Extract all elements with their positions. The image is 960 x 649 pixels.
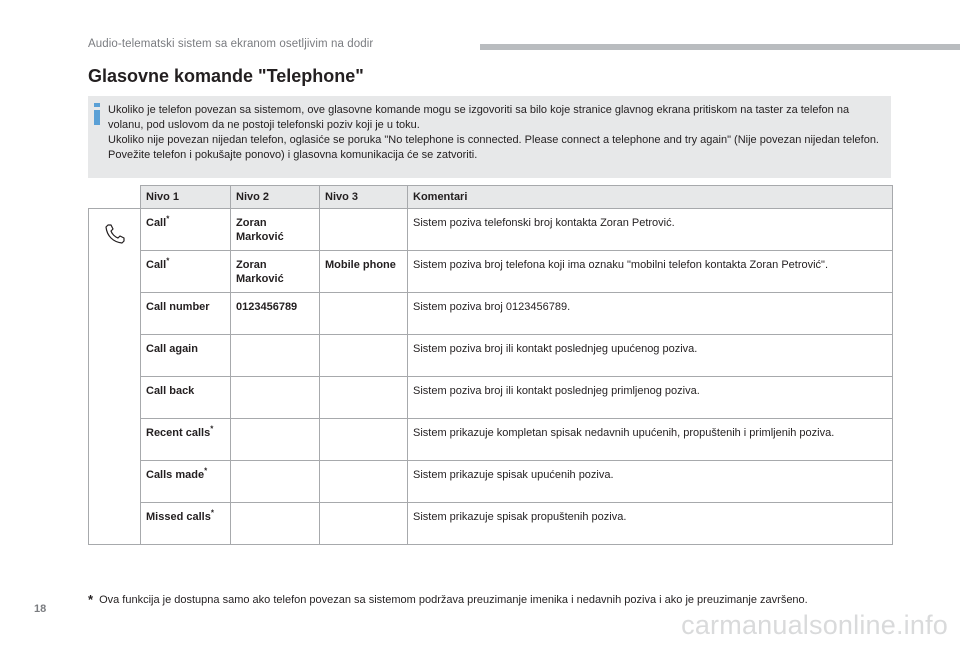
footnote-text: Ova funkcija je dostupna samo ako telefon povezan sa sistemom podržava preuzimanje imenika i nedavnih poziva i ako je preuzimanje završeno.: [99, 594, 808, 606]
footnote-marker: *: [88, 592, 94, 607]
cell-level-2: [231, 461, 320, 503]
cell-level-1: [141, 209, 231, 251]
phone-icon-cell: [89, 209, 141, 545]
header-level-2: Nivo 2: [231, 186, 320, 209]
footnote: [88, 592, 908, 607]
cell-level-3: [320, 293, 408, 335]
table-row: [89, 503, 893, 545]
footnote-star: *: [204, 466, 208, 476]
cell-level-3: [320, 377, 408, 419]
table-row: [89, 209, 893, 251]
voice-commands-table: [88, 185, 893, 545]
info-box: [88, 96, 891, 178]
cell-level-2: [231, 335, 320, 377]
cell-comment: [408, 377, 893, 419]
cell-level-2: [231, 293, 320, 335]
cell-comment-text: Sistem prikazuje spisak upućenih poziva.: [413, 469, 614, 481]
cell-level-3-text: Mobile phone: [325, 259, 396, 271]
cell-comment-text: Sistem poziva broj 0123456789.: [413, 301, 571, 313]
cell-comment: [408, 461, 893, 503]
cell-comment-text: Sistem poziva broj ili kontakt poslednjeg primljenog poziva.: [413, 385, 700, 397]
cell-comment-text: Sistem prikazuje kompletan spisak nedavnih upućenih, propuštenih i primljenih poziva.: [413, 427, 835, 439]
cell-level-3: [320, 251, 408, 293]
cell-level-1-text: Call number: [146, 301, 210, 313]
cell-comment: [408, 209, 893, 251]
cell-level-1-text: Calls made: [146, 469, 205, 481]
cell-level-2: [231, 377, 320, 419]
cell-level-2: [231, 419, 320, 461]
cell-level-1: [141, 293, 231, 335]
cell-comment: [408, 419, 893, 461]
header-comments: Komentari: [408, 186, 893, 209]
cell-comment-text: Sistem prikazuje spisak propuštenih poziva.: [413, 511, 627, 523]
footnote-star: *: [210, 508, 214, 518]
phone-handset-icon: [104, 236, 126, 248]
info-paragraph-1: Ukoliko je telefon povezan sa sistemom, ove glasovne komande mogu se izgovoriti sa bilo koje stranice glavnog ekrana pritiskom na taster za telefon na volanu, pod uslovom da ne postoji telefonski poziv koji je u toku.: [108, 104, 850, 131]
cell-comment: [408, 335, 893, 377]
footnote-star: *: [166, 256, 170, 266]
cell-level-1-text: Call again: [146, 343, 198, 355]
table-row: [89, 251, 893, 293]
cell-comment-text: Sistem poziva telefonski broj kontakta Zoran Petrović.: [413, 217, 675, 229]
cell-comment: [408, 251, 893, 293]
cell-level-1: [141, 377, 231, 419]
cell-level-2: [231, 209, 320, 251]
cell-level-1-text: Missed calls: [146, 511, 211, 523]
table-row: [89, 419, 893, 461]
footnote-star: *: [210, 424, 214, 434]
section-header: Audio-telematski sistem sa ekranom osetljivim na dodir: [88, 38, 374, 50]
table-row: [89, 377, 893, 419]
table-row: [89, 461, 893, 503]
cell-level-3: [320, 461, 408, 503]
info-paragraph-2: Ukoliko nije povezan nijedan telefon, oglasiće se poruka "No telephone is connected. Please connect a telephone and try again" (Nije povezan nijedan telefon. Povežite telefon i pokušajte ponovo) i glasovna komunikacija će se zatvoriti.: [108, 134, 879, 161]
cell-level-3: [320, 503, 408, 545]
cell-level-2-text: Zoran Marković: [236, 259, 284, 285]
table-row: [89, 293, 893, 335]
cell-level-3: [320, 209, 408, 251]
header-level-1: Nivo 1: [141, 186, 231, 209]
cell-comment: [408, 293, 893, 335]
info-text: [108, 103, 883, 163]
watermark: carmanualsonline.info: [681, 610, 948, 640]
table-header-row: [89, 186, 893, 209]
cell-level-1: [141, 461, 231, 503]
cell-level-1-text: Recent calls: [146, 427, 211, 439]
cell-level-2: [231, 251, 320, 293]
cell-level-3: [320, 419, 408, 461]
cell-comment-text: Sistem poziva broj ili kontakt poslednjeg upućenog poziva.: [413, 343, 698, 355]
page-number: 18: [34, 603, 47, 615]
footnote-star: *: [166, 214, 170, 224]
info-icon: [94, 103, 100, 125]
cell-level-1-text: Call: [146, 217, 167, 229]
cell-level-1: [141, 335, 231, 377]
cell-level-1: [141, 503, 231, 545]
cell-level-2-text: Zoran Marković: [236, 217, 284, 243]
cell-level-1-text: Call: [146, 259, 167, 271]
cell-level-1: [141, 419, 231, 461]
header-bar: [480, 44, 960, 50]
header-blank: [89, 186, 141, 209]
cell-level-1: [141, 251, 231, 293]
header-level-3: Nivo 3: [320, 186, 408, 209]
cell-level-2-text: 0123456789: [236, 301, 298, 313]
page-title: Glasovne komande "Telephone": [88, 66, 364, 86]
cell-comment-text: Sistem poziva broj telefona koji ima oznaku "mobilni telefon kontakta Zoran Petrović".: [413, 259, 829, 271]
cell-level-3: [320, 335, 408, 377]
cell-level-2: [231, 503, 320, 545]
table-row: [89, 335, 893, 377]
cell-comment: [408, 503, 893, 545]
cell-level-1-text: Call back: [146, 385, 195, 397]
